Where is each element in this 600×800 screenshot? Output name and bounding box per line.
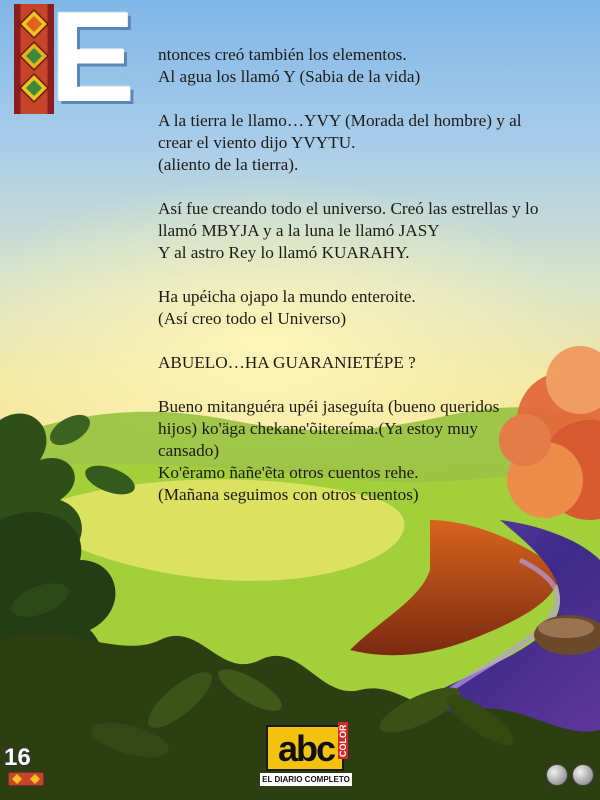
text-line: Y al astro Rey lo llamó KUARAHY. bbox=[158, 243, 410, 262]
text-line: llamó MBYJA y a la luna le llamó JASY bbox=[158, 221, 440, 240]
circle-ornament-icon bbox=[546, 764, 568, 786]
text-line: crear el viento dijo YVYTU. bbox=[158, 133, 356, 152]
paragraph bbox=[158, 198, 588, 264]
decorative-border-strip bbox=[14, 4, 54, 114]
paragraph bbox=[158, 286, 588, 330]
text-line: cansado) bbox=[158, 441, 220, 460]
text-line: Ko'ẽramo ñañe'ẽta otros cuentos rehe. bbox=[158, 463, 419, 482]
logo-name: abc bbox=[278, 728, 335, 769]
circle-ornament-icon bbox=[572, 764, 594, 786]
text-line: (Mañana seguimos con otros cuentos) bbox=[158, 485, 419, 504]
logo-color-label: COLOR bbox=[338, 724, 348, 757]
paragraph bbox=[158, 110, 588, 176]
paragraph bbox=[158, 396, 588, 506]
text-line: Así fue creando todo el universo. Creó las estrellas y lo bbox=[158, 199, 539, 218]
text-line: Bueno mitanguéra upéi jaseguíta (bueno queridos bbox=[158, 397, 500, 416]
text-line: ABUELO…HA GUARANIETÉPE ? bbox=[158, 353, 416, 372]
page-number-ornament-icon bbox=[8, 772, 44, 786]
page-number: 16 bbox=[4, 744, 31, 771]
paragraph bbox=[158, 44, 588, 88]
text-line: ntonces creó también los elementos. bbox=[158, 45, 407, 64]
drop-cap: E bbox=[50, 0, 136, 129]
text-line: A la tierra le llamo…YVY (Morada del hombre) y al bbox=[158, 111, 522, 130]
text-line: (aliento de la tierra). bbox=[158, 155, 299, 174]
text-line: Ha upéicha ojapo la mundo enteroite. bbox=[158, 287, 416, 306]
story-text bbox=[158, 44, 588, 528]
text-line: (Así creo todo el Universo) bbox=[158, 309, 347, 328]
paragraph bbox=[158, 352, 588, 374]
abc-color-logo bbox=[260, 725, 352, 793]
diamond-pattern-icon bbox=[14, 4, 54, 114]
text-line: hijos) ko'äga chekane'õitereíma.(Ya estoy muy bbox=[158, 419, 478, 438]
logo-box bbox=[266, 725, 344, 771]
logo-tagline: EL DIARIO COMPLETO bbox=[260, 773, 352, 786]
text-line: Al agua los llamó Y (Sabia de la vida) bbox=[158, 67, 421, 86]
